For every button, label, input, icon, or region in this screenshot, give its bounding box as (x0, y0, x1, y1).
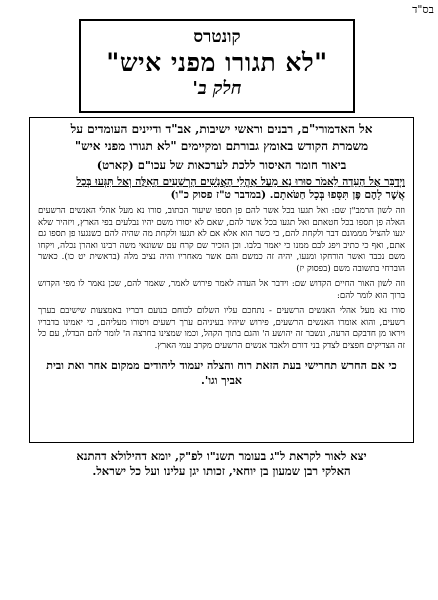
closing-quote: כי אם החרש תחרישי בעת הזאת רוח והצלה יעמוד ליהודים ממקום אחר ואת ובית אביך וגו'. (46, 359, 397, 387)
verse-line-2: אֲשֶׁר לָהֶם פֶּן תִּסָּפוּ בְּכָל חַטֹּאתָם. (במדבר ט"ז פסוק כ"ו) (170, 189, 405, 201)
part-label: חלק ב' (192, 78, 242, 99)
footer-line-1: יצא לאור לקראת ל"ג בעומר תשנ"ו לפ"ק, יומא דהילולא דהתנא (76, 449, 367, 463)
title-box (79, 19, 355, 113)
content-box (29, 117, 414, 443)
publication-footer (29, 449, 414, 479)
ramban-paragraph: וזה לשון הרמב"ן שם: ואל תגעו בכל אשר להם פן תספו שיעור הכתוב, סורו נא מעל אהלי האנשים הרשעים האלה פן תספו בכל חטאתם ואל תגעו בכל אשר להם, שאם לא יסורו משם יהיו נבלעים בפי הארץ, ויזהיר שלא יגעו להציל מממונם דבר ולקחת להם, כי כשר הוא אלא אם לא תגעו ולקחת מה שהיה להם כשנגעו פן תספו גם אתם, ואף כי כתיב ויפג לבם ממנו כי יאמר בלבו. וכן הזכיר שם קרח עם ששונאי משה רבינו ואהרן נכלה, ויקחו משם נכבד ואשר הורחקו ומנעו, יהיה זה כמשם והם אשר מאחריו והיה נציב מלה (בראשית יט כו). כאשר הוברחי בתשובה משם (בפסוק יז) (38, 206, 405, 274)
or-hachaim-paragraph: וזה לשון האור החיים הקדוש שם: וידבר אל העדה לאמר פירוש לאמר, שאמר להם, שכן נאמר לו מפי הקדוש ברוך הוא לומר להם: (38, 279, 405, 301)
subject-heading: ביאור חומר האיסור ללכת לערכאות של עכו"ם (קארט) (96, 158, 347, 172)
address-line-1: אל האדמורי"ם, רבנים וראשי ישיבות, אב"ד ודיינים העומדים על (70, 122, 373, 136)
booklet-title: "לא תגורו מפני איש" (106, 48, 328, 77)
verse-line-1: וַיְדַבֵּר אֶל הָעֵדָה לֵאמֹר סוּרוּ נָא מֵעַל אָהֳלֵי הָאֲנָשִׁים הָרְשָׁעִים הָאֵלֶּה וְאַל תִּגְּעוּ בְּכָל (76, 176, 405, 188)
page-marker: בס"ד (412, 3, 434, 16)
address-line-2: משמרת הקודש באומץ גבורתם ומקיימים "לא תגורו מפני איש" (74, 139, 369, 153)
footer-line-2: האלקי רבן שמעון בן יוחאי, זכותו יגן עלינו ועל כל ישראל. (92, 464, 351, 478)
kuntres-label: קונטרס (193, 27, 241, 47)
commentary-paragraph: סורו נא מעל אהלי האנשים הרשעים - נתחכם עליו השלום לכוחם בנועם דבריו באמצעות שישיבם בערך רשעים, והוא אומרו האנשים הרשעים, פירוש שיהיו בעיניהם ערך רשעים ויסורו מעליהם, כי יאמינו בדבריו ויראו מן חדבקם הרעה, ונשבר זה יהושע ה' והגם בתוך הקהל, וכמו שמצינו בחרצה ה' לומר להם הבדלו, עם כל זה הצדיקים חפצים לצדק בני דורם ולאבד אנשים הרשעים מקרב עמי הארץ. (38, 306, 405, 351)
